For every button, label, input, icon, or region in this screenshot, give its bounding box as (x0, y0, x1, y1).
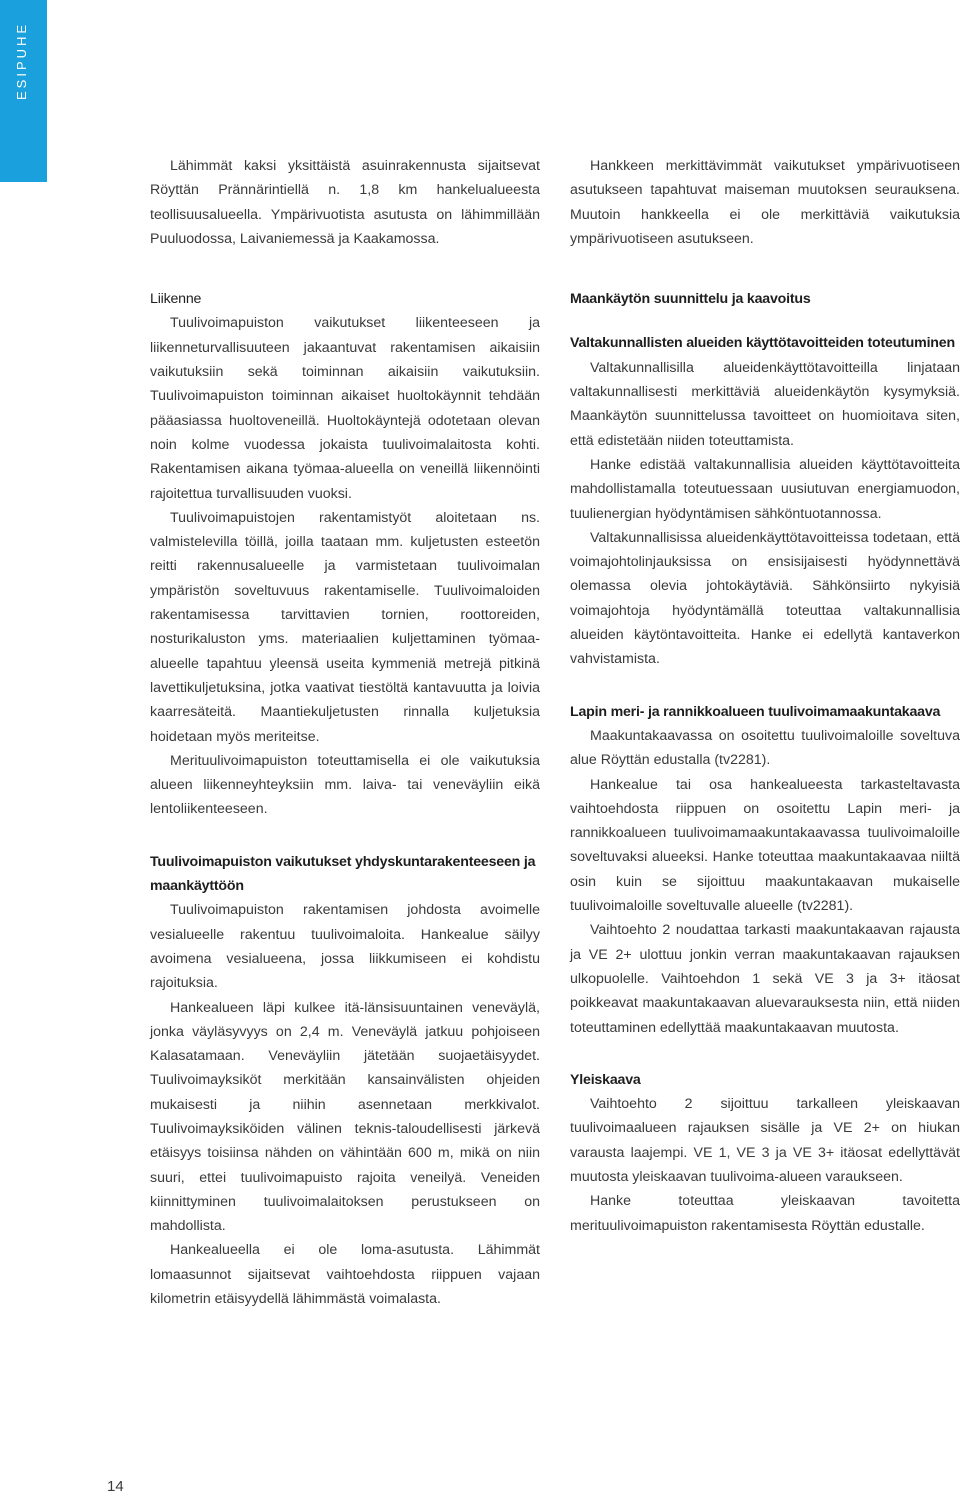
heading-valtakunnalliset: Valtakunnallisten alueiden käyttötavoitteiden toteutuminen (570, 335, 955, 352)
paragraph-valtakunnalliset-2: Hanke edistää valtakunnallisia alueiden käyttötavoitteita mahdollistamalla toteutuessaan uusiutuvan energiamuodon, tuulienergian hyödyntämisen sähköntuotannossa. (570, 456, 960, 522)
paragraph-yhdyskunta-3: Hankealueella ei ole loma-asutusta. Lähimmät lomaasunnot sijaitsevat vaihtoehdosta riippuen vajaan kilometrin etäisyydellä lähimmästä voimalasta. (150, 1242, 540, 1308)
paragraph-liikenne-2: Tuulivoimapuistojen rakentamistyöt aloitetaan ns. valmistelevilla töillä, joilla taataan mm. kuljetusten esteetön reitti rakennusalueelle ja varmistetaan tuulivoimalan ympäristön soveltuvuus rakentamiselle. Tuulivoimaloiden rakentamisessa tarvittavien tornien, roottoreiden, nosturikaluston yms. materiaalien kuljettaminen työmaa-alueelle tapahtuu yleensä useita kymmeniä metrejä pitkinä lavettikuljetuksina, jotka vaativat tiestöltä kantavuutta ja loivia kaarresäteitä. Maantiekuljetusten rinnalla kuljetuksia hoidetaan myös meriteitse. (150, 509, 540, 745)
paragraph-intro-right: Hankkeen merkittävimmät vaikutukset ympärivuotiseen asutukseen tapahtuvat maiseman muutoksen seurauksena. Muutoin hankkeella ei ole merkittäviä vaikutuksia ympärivuotiseen asutukseen. (570, 158, 960, 247)
paragraph-lappi-3: Vaihtoehto 2 noudattaa tarkasti maakuntakaavan rajausta ja VE 2+ ulottuu jonkin verran maakuntakaavan rajauksen ulkopuolelle. Vaihtoehdon 1 sekä VE 3 ja 3+ itäosat poikkeavat maakuntakaavan aluevarauksesta niin, että niiden toteuttaminen edellyttää maakuntakaavan muutosta. (570, 922, 960, 1036)
paragraph-yleiskaava-1: Vaihtoehto 2 sijoittuu tarkalleen yleiskaavan tuulivoimaalueen rajauksen sisälle ja VE 2+ on hiukan varausta laajempi. VE 1, VE 3 ja VE 3+ itäosat edellyttävät muutosta yleiskaavan tuulivoima-alueen varaukseen. (570, 1096, 960, 1185)
paragraph-valtakunnalliset-1: Valtakunnallisilla alueidenkäyttötavoitteilla linjataan valtakunnallisesti merkittäviä alueidenkäytön kysymyksiä. Maankäytön suunnittelussa tavoitteet on huomioitava siten, että edistetään niiden toteuttamista. (570, 359, 960, 449)
heading-maankaytto: Maankäytön suunnittelu ja kaavoitus (570, 291, 811, 308)
paragraph-liikenne-3: Merituulivoimapuiston toteuttamisella ei ole vaikutuksia alueen liikenneyhteyksiin mm. laiva- tai veneväyliin eikä lentoliikenteeseen. (150, 752, 540, 818)
paragraph-yleiskaava-2: Hanke toteuttaa yleiskaavan tavoitetta merituulivoimapuiston rakentamisesta Röyttän edustalle. (570, 1193, 960, 1234)
paragraph-liikenne-1: Tuulivoimapuiston vaikutukset liikenteeseen ja liikenneturvallisuuteen jakaantuvat rakentamisen aikaisiin vaikutuksiin sekä toiminnan aikaisiin vaikutuksiin. Tuulivoimapuiston toiminnan aikaiset huoltokäynnit tehdään pääasiassa huoltoveneillä. Huoltokäyntejä odotetaan olevan noin kolme vuodessa jokaista tuulivoimalaitosta kohti. Rakentamisen aikana työmaa-alueella on veneillä liikennöinti rajoitettua turvallisuuden vuoksi. (150, 315, 540, 502)
section-tab (0, 0, 47, 182)
heading-yhdyskunta: Tuulivoimapuiston vaikutukset yhdyskuntarakenteeseen ja maankäyttöön (150, 853, 536, 895)
paragraph-valtakunnalliset-3: Valtakunnallisissa alueidenkäyttötavoitteissa todetaan, että voimajohtolinjauksissa on ensisijaisesti hyödynnettävä olemassa olevia johtokäytäviä. Sähkönsiirto nykyisiä voimajohtoja hyödyntämällä toteuttaa valtakunnallisia alueiden käytöntavoitteita. Hanke ei edellytä kantaverkon vahvistamista. (570, 529, 960, 668)
right-column (570, 154, 960, 1238)
heading-liikenne: Liikenne (150, 291, 202, 308)
page-number: 14 (107, 1478, 124, 1495)
heading-lappi: Lapin meri- ja rannikkoalueen tuulivoimamaakuntakaava (570, 703, 941, 720)
paragraph-intro-left: Lähimmät kaksi yksittäistä asuinrakennusta sijaitsevat Röyttän Prännärintiellä n. 1,8 km hankelualueesta teollisuusalueella. Ympärivuotista asutusta on lähimmillään Puuluodossa, Laivaniemessä ja Kaakamossa. (150, 158, 540, 247)
paragraph-lappi-1: Maakuntakaavassa on osoitettu tuulivoimaloille soveltuva alue Röyttän edustalla (tv2281). (570, 727, 960, 769)
paragraph-lappi-2: Hankealue tai osa hankealueesta tarkasteltavasta vaihtoehdosta riippuen on osoitettu Lapin meri- ja rannikkoalueen tuulivoimamaakuntakaavassa tuulivoimaloille soveltuvaksi alueeksi. Hanke toteuttaa maakuntakaavaa niiltä osin kuin se sijoittuu maakuntakaavan mukaiselle tuulivoimaloille soveltuvalle alueelle (tv2281). (570, 776, 960, 915)
paragraph-yhdyskunta-2: Hankealueen läpi kulkee itä-länsisuuntainen veneväylä, jonka väyläsyvyys on 2,4 m. Veneväylä jatkuu pohjoiseen Kalasatamaan. Veneväyliin jätetään suojaetäisyydet. Tuulivoimayksiköt merkitään kansainvälisten ohjeiden mukaisesti ja niihin asennetaan merkkivalot. Tuulivoimayksiköiden välinen teknis-taloudellisesti järkevä etäisyys toisiinsa nähden on vähintään 600 m, mikä on niin suuri, ettei tuulivoimapuisto rajoita veneilyä. Veneiden kiinnittyminen tuulivoimalaitoksen perustukseen on mahdollista. (150, 999, 540, 1235)
paragraph-yhdyskunta-1: Tuulivoimapuiston rakentamisen johdosta avoimelle vesialueelle rakentuu tuulivoimaloita. Hankealue säilyy avoimena vesialueena, jossa liikkumiseen ei kohdistu rajoituksia. (150, 902, 540, 992)
section-tab-label: ESIPUHE (14, 21, 29, 100)
heading-yleiskaava: Yleiskaava (570, 1071, 641, 1088)
left-column (150, 154, 540, 1311)
